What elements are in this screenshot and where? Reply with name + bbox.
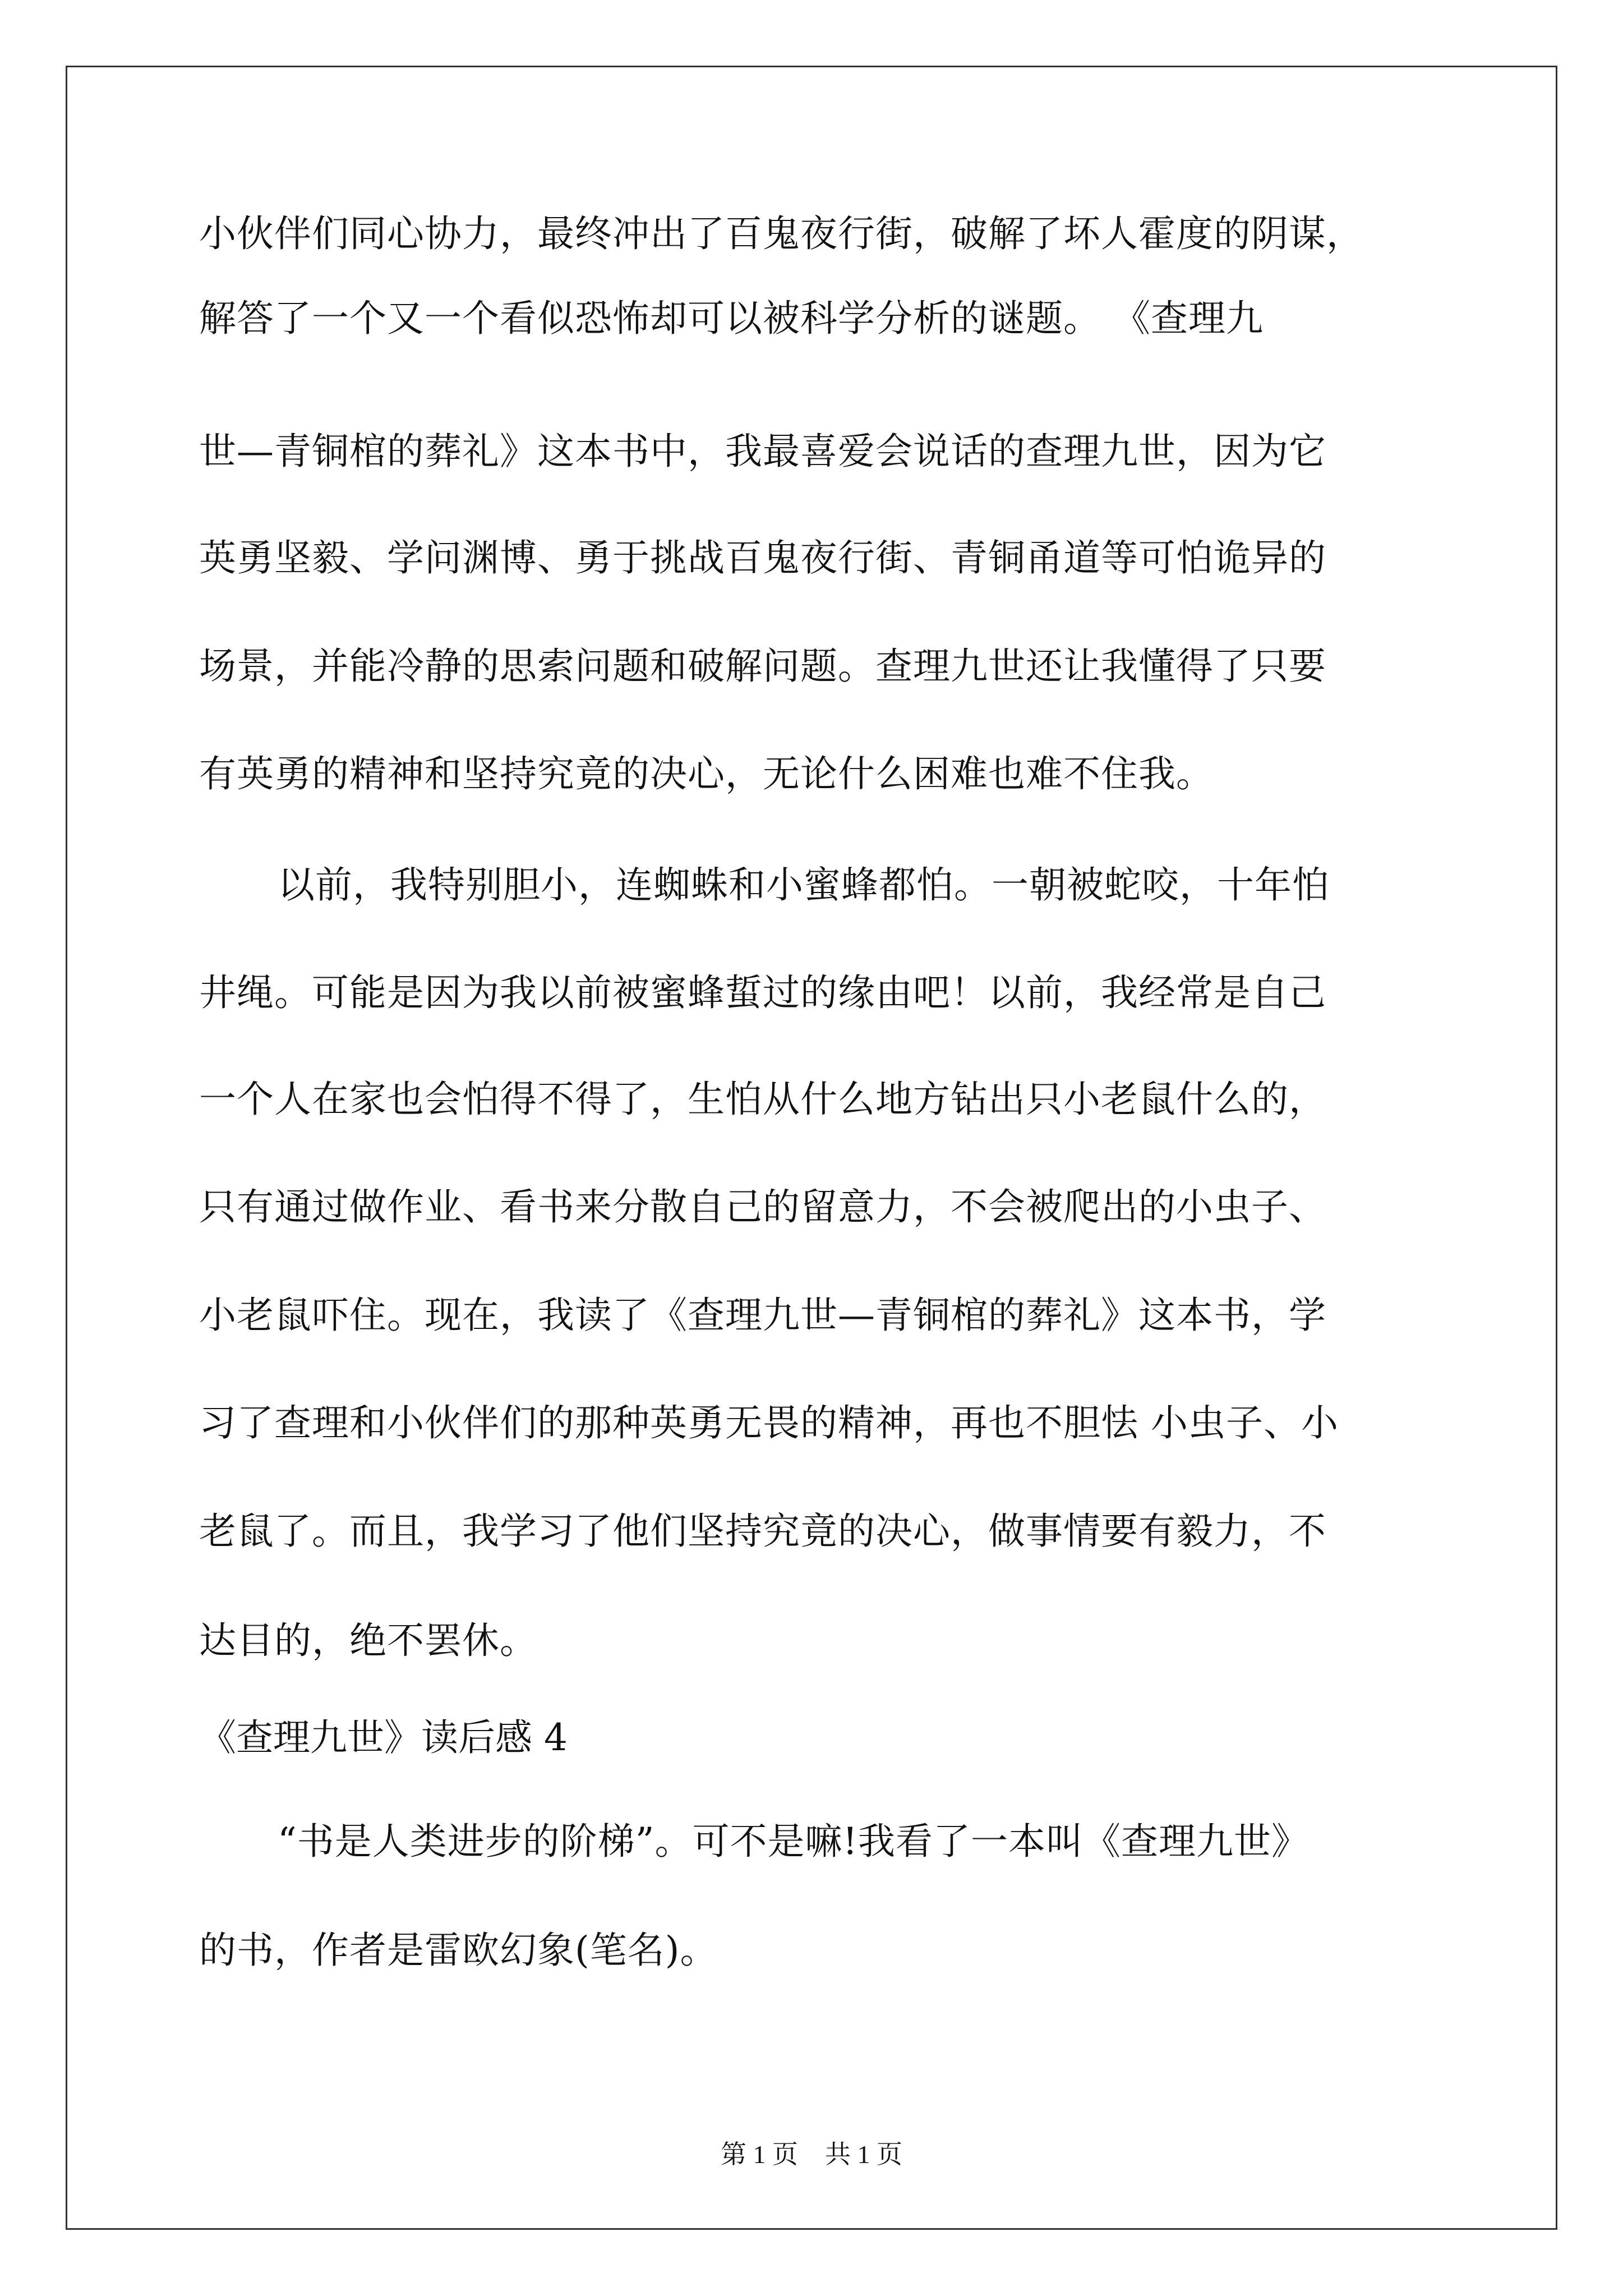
text-line-15: “书是人类进步的阶梯”。可不是嘛!我看了一本叫《查理九世》 [278,1820,1310,1863]
page-border [66,66,1557,2230]
text-line-2: 解答了一个又一个看似恐怖却可以被科学分析的谜题。 《查理九 [199,297,1264,340]
text-line-8: 井绳。可能是因为我以前被蜜蜂蜇过的缘由吧！以前，我经常是自己 [199,971,1326,1014]
text-line-5: 场景，并能冷静的思索问题和破解问题。查理九世还让我懂得了只要 [199,645,1326,688]
text-line-12: 习了查理和小伙伴们的那种英勇无畏的精神，再也不胆怯 小虫子、小 [199,1401,1339,1444]
section-heading: 《查理九世》读后感 4 [199,1716,568,1759]
text-line-14: 达目的，绝不罢休。 [199,1619,537,1662]
page-footer [0,2139,1623,2170]
page-total: 共 1 页 [825,2140,902,2169]
page-number: 第 1 页 [721,2140,798,2169]
text-line-11: 小老鼠吓住。现在，我读了《查理九世—青铜棺的葬礼》这本书，学 [199,1294,1326,1337]
text-line-16: 的书，作者是雷欧幻象(笔名)。 [199,1929,718,1972]
text-line-1: 小伙伴们同心协力，最终冲出了百鬼夜行街，破解了坏人霍度的阴谋， [199,212,1364,255]
text-line-6: 有英勇的精神和坚持究竟的决心，无论什么困难也难不住我。 [199,752,1214,795]
text-line-9: 一个人在家也会怕得不得了，生怕从什么地方钻出只小老鼠什么的， [199,1078,1326,1121]
text-line-7: 以前，我特别胆小，连蜘蛛和小蜜蜂都怕。一朝被蛇咬，十年怕 [278,863,1330,907]
text-line-3: 世—青铜棺的葬礼》这本书中，我最喜爱会说话的查理九世，因为它 [199,430,1326,473]
text-line-10: 只有通过做作业、看书来分散自己的留意力，不会被爬出的小虫子、 [199,1185,1326,1228]
text-line-4: 英勇坚毅、学问渊博、勇于挑战百鬼夜行街、青铜甬道等可怕诡异的 [199,536,1326,579]
text-line-13: 老鼠了。而且，我学习了他们坚持究竟的决心，做事情要有毅力，不 [199,1510,1326,1553]
